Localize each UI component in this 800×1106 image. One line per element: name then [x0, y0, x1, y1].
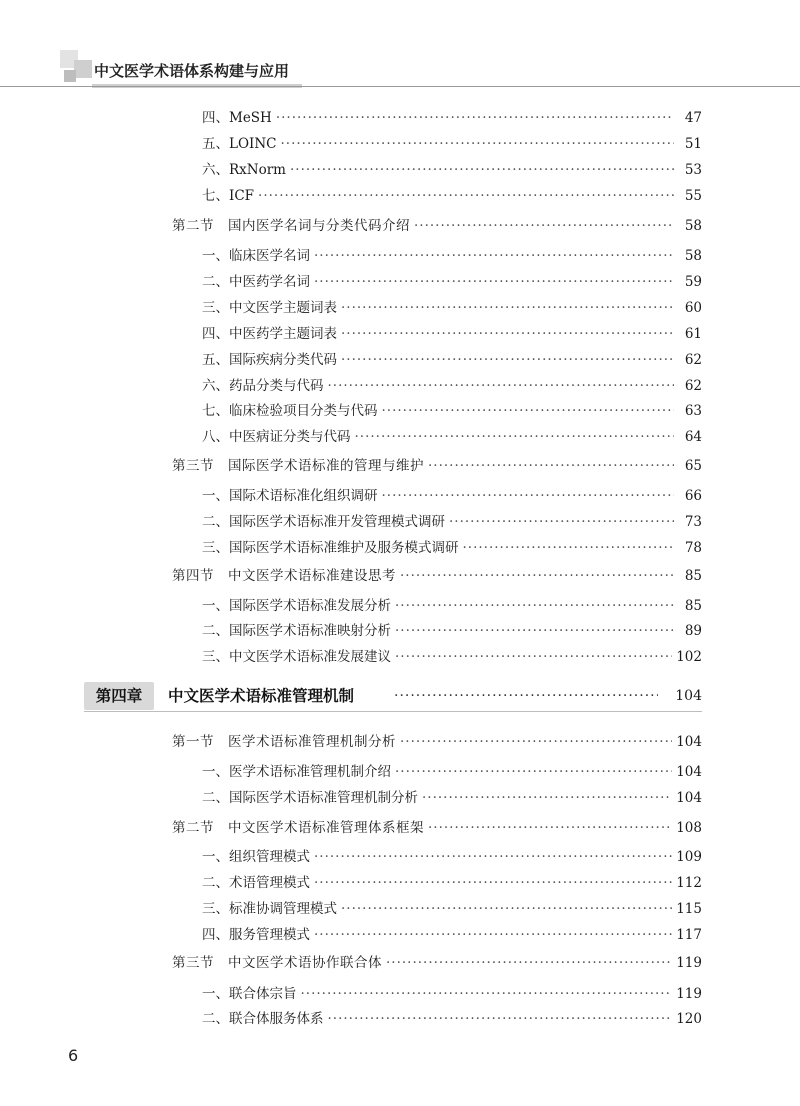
toc-leader-dots — [386, 953, 672, 973]
toc-leader-dots — [414, 216, 674, 236]
toc-leader-dots — [463, 538, 675, 558]
toc-entry-label: 六、RxNorm — [202, 162, 286, 178]
toc-page-number: 63 — [684, 403, 702, 419]
toc-section-entry[interactable] — [172, 566, 702, 586]
toc-page-number: 78 — [684, 540, 702, 556]
toc-page-number: 64 — [684, 429, 702, 445]
toc-item-entry[interactable] — [202, 376, 702, 396]
toc-entry-label: 第三节 国际医学术语标准的管理与维护 — [172, 458, 424, 474]
toc-leader-dots — [290, 160, 674, 180]
toc-entry-label: 七、ICF — [202, 188, 255, 204]
toc-leader-dots — [301, 984, 673, 1004]
toc-page-number: 115 — [676, 901, 702, 917]
toc-entry-label: 一、联合体宗旨 — [202, 986, 297, 1002]
toc-leader-dots — [449, 512, 674, 532]
toc-item-entry[interactable] — [202, 186, 702, 206]
toc-item-entry[interactable] — [202, 596, 702, 616]
toc-page-number: 89 — [684, 623, 702, 639]
toc-leader-dots — [314, 847, 672, 867]
toc-leader-dots — [382, 486, 675, 506]
toc-item-entry[interactable] — [202, 762, 702, 782]
toc-item-entry[interactable] — [202, 350, 702, 370]
running-header — [0, 0, 800, 96]
toc-section-entry[interactable] — [172, 732, 702, 752]
toc-page-number: 117 — [676, 927, 702, 943]
toc-entry-label: 四、中医药学主题词表 — [202, 326, 337, 342]
toc-leader-dots — [341, 350, 674, 370]
toc-entry-label: 一、国际术语标准化组织调研 — [202, 488, 378, 504]
toc-page-number: 55 — [684, 188, 702, 204]
toc-item-entry[interactable] — [202, 899, 702, 919]
chapter-leader-dots — [394, 682, 658, 710]
toc-leader-dots — [341, 298, 674, 318]
toc-item-entry[interactable] — [202, 246, 702, 266]
toc-entry-label: 四、MeSH — [202, 110, 272, 126]
toc-page-number: 62 — [684, 352, 702, 368]
toc-item-entry[interactable] — [202, 621, 702, 641]
toc-leader-dots — [400, 732, 672, 752]
toc-entry-label: 二、联合体服务体系 — [202, 1011, 324, 1027]
toc-section-entry[interactable] — [172, 216, 702, 236]
toc-page-number: 85 — [684, 598, 702, 614]
toc-item-entry[interactable] — [202, 925, 702, 945]
page-number: 6 — [68, 1046, 79, 1065]
toc-section-entry[interactable] — [172, 818, 702, 838]
toc-entry-label: 第一节 医学术语标准管理机制分析 — [172, 734, 396, 750]
toc-leader-dots — [276, 108, 674, 128]
toc-entry-label: 一、组织管理模式 — [202, 849, 310, 865]
header-book-title: 中文医学术语体系构建与应用 — [94, 62, 290, 80]
toc-item-entry[interactable] — [202, 1009, 702, 1029]
toc-page-number: 62 — [684, 378, 702, 394]
toc-page-number: 104 — [676, 734, 702, 750]
toc-page-number: 112 — [676, 875, 702, 891]
toc-entry-label: 一、医学术语标准管理机制介绍 — [202, 764, 391, 780]
chapter-number: 第四章 — [95, 687, 143, 705]
toc-leader-dots — [314, 246, 674, 266]
toc-item-entry[interactable] — [202, 427, 702, 447]
toc-leader-dots — [395, 596, 674, 616]
toc-entry-label: 六、药品分类与代码 — [202, 378, 324, 394]
toc-leader-dots — [328, 1009, 673, 1029]
toc-page-number: 102 — [676, 649, 702, 665]
toc-item-entry[interactable] — [202, 512, 702, 532]
toc-entry-label: 三、中文医学主题词表 — [202, 300, 337, 316]
toc-leader-dots — [395, 621, 674, 641]
toc-entry-label: 一、临床医学名词 — [202, 248, 310, 264]
toc-page-number: 73 — [684, 514, 702, 530]
toc-entry-label: 第二节 国内医学名词与分类代码介绍 — [172, 218, 410, 234]
toc-entry-label: 二、中医药学名词 — [202, 274, 310, 290]
toc-entry-label: 一、国际医学术语标准发展分析 — [202, 598, 391, 614]
toc-item-entry[interactable] — [202, 984, 702, 1004]
toc-leader-dots — [341, 899, 672, 919]
header-decor-square — [74, 60, 92, 78]
toc-section-entry[interactable] — [172, 456, 702, 476]
toc-page-number: 109 — [676, 849, 702, 865]
toc-leader-dots — [422, 788, 672, 808]
toc-page-number: 58 — [684, 218, 702, 234]
toc-item-entry[interactable] — [202, 401, 702, 421]
toc-item-entry[interactable] — [202, 847, 702, 867]
toc-entry-label: 五、国际疾病分类代码 — [202, 352, 337, 368]
toc-page-number: 60 — [684, 300, 702, 316]
toc-page-number: 104 — [676, 790, 702, 806]
header-rule — [0, 86, 800, 87]
toc-item-entry[interactable] — [202, 486, 702, 506]
header-decor-square — [64, 70, 76, 82]
chapter-title: 中文医学术语标准管理机制 — [168, 687, 355, 705]
toc-entry-label: 三、中文医学术语标准发展建议 — [202, 649, 391, 665]
toc-entry-label: 第二节 中文医学术语标准管理体系框架 — [172, 820, 424, 836]
toc-leader-dots — [355, 427, 675, 447]
toc-page-number: 119 — [676, 955, 702, 971]
chapter-page-number: 104 — [675, 688, 702, 704]
toc-page-number: 65 — [684, 458, 702, 474]
toc-page-number: 104 — [676, 764, 702, 780]
toc-leader-dots — [328, 376, 675, 396]
toc-item-entry[interactable] — [202, 272, 702, 292]
toc-item-entry[interactable] — [202, 134, 702, 154]
toc-entry-label: 七、临床检验项目分类与代码 — [202, 403, 378, 419]
toc-page-number: 120 — [676, 1011, 702, 1027]
toc-entry-label: 第四节 中文医学术语标准建设思考 — [172, 568, 396, 584]
toc-leader-dots — [341, 324, 674, 344]
toc-entry-label: 二、术语管理模式 — [202, 875, 310, 891]
toc-entry-label: 二、国际医学术语标准管理机制分析 — [202, 790, 418, 806]
toc-item-entry[interactable] — [202, 788, 702, 808]
toc-page-number: 108 — [676, 820, 702, 836]
toc-page-number: 66 — [684, 488, 702, 504]
toc-page-number: 58 — [684, 248, 702, 264]
toc-entry-label: 五、LOINC — [202, 136, 277, 152]
toc-page-number: 51 — [684, 136, 702, 152]
toc-entry-label: 四、服务管理模式 — [202, 927, 310, 943]
toc-item-entry[interactable] — [202, 647, 702, 667]
toc-item-entry[interactable] — [202, 108, 702, 128]
toc-leader-dots — [395, 647, 672, 667]
toc-entry-label: 三、国际医学术语标准维护及服务模式调研 — [202, 540, 459, 556]
toc-entry-label: 二、国际医学术语标准开发管理模式调研 — [202, 514, 445, 530]
toc-item-entry[interactable] — [202, 160, 702, 180]
toc-entry-label: 八、中医病证分类与代码 — [202, 429, 351, 445]
toc-leader-dots — [314, 925, 672, 945]
toc-leader-dots — [395, 762, 672, 782]
toc-page-number: 53 — [684, 162, 702, 178]
toc-leader-dots — [281, 134, 674, 154]
chapter-entry[interactable] — [84, 682, 702, 710]
toc-page-number: 47 — [684, 110, 702, 126]
toc-item-entry[interactable] — [202, 538, 702, 558]
toc-leader-dots — [400, 566, 674, 586]
toc-page-number: 119 — [676, 986, 702, 1002]
toc-entry-label: 第三节 中文医学术语协作联合体 — [172, 955, 382, 971]
toc-item-entry[interactable] — [202, 873, 702, 893]
toc-leader-dots — [428, 818, 672, 838]
toc-leader-dots — [428, 456, 674, 476]
toc-page-number: 59 — [684, 274, 702, 290]
toc-section-entry[interactable] — [172, 953, 702, 973]
chapter-rule — [84, 711, 702, 712]
toc-entry-label: 二、国际医学术语标准映射分析 — [202, 623, 391, 639]
toc-leader-dots — [258, 186, 674, 206]
toc-leader-dots — [382, 401, 675, 421]
toc-page-number: 61 — [684, 326, 702, 342]
toc-leader-dots — [314, 873, 672, 893]
toc-leader-dots — [314, 272, 674, 292]
toc-entry-label: 三、标准协调管理模式 — [202, 901, 337, 917]
toc-item-entry[interactable] — [202, 298, 702, 318]
toc-item-entry[interactable] — [202, 324, 702, 344]
toc-page-number: 85 — [684, 568, 702, 584]
